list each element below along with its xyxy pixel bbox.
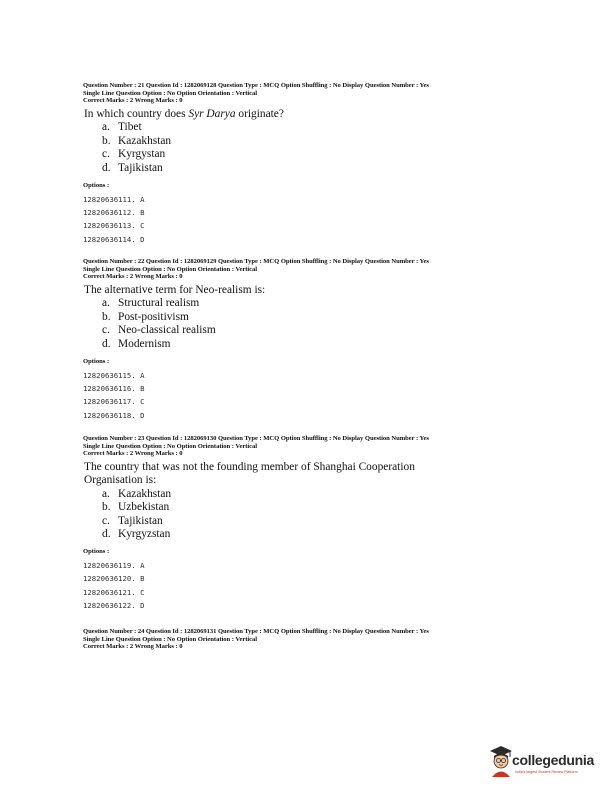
question-meta-line2: Single Line Question Option : No Option Orientation : Vertical bbox=[83, 442, 258, 450]
question-meta-line2: Single Line Question Option : No Option Orientation : Vertical bbox=[83, 265, 258, 273]
option-c: c. Kyrgystan bbox=[102, 148, 166, 161]
option-b: b. Uzbekistan bbox=[102, 501, 170, 514]
question-block-23 bbox=[83, 435, 523, 613]
question-text: The alternative term for Neo-realism is: bbox=[84, 283, 266, 296]
option-id: 12820636119. A bbox=[83, 560, 145, 570]
option-a: a. Kazakhstan bbox=[102, 487, 172, 500]
question-meta-line1: Question Number : 24 Question Id : 1282069131 Question Type : MCQ Option Shuffling : No Display Question Number : Yes bbox=[83, 628, 429, 635]
option-c: c. Tajikistan bbox=[102, 514, 163, 527]
option-id: 12820636111. A bbox=[83, 194, 145, 204]
option-list bbox=[83, 297, 523, 351]
logo-tagline: India's largest Student Review Platform bbox=[515, 770, 578, 774]
question-block-22 bbox=[83, 258, 523, 422]
question-text-emphasis: Syr Darya bbox=[188, 107, 236, 120]
options-heading: Options : bbox=[83, 547, 110, 555]
option-a: a. Tibet bbox=[102, 121, 142, 134]
student-mascot-icon bbox=[488, 744, 514, 778]
question-marks: Correct Marks : 2 Wrong Marks : 0 bbox=[83, 273, 183, 281]
option-id: 12820636116. B bbox=[83, 383, 145, 393]
option-id: 12820636118. D bbox=[83, 410, 145, 420]
option-list bbox=[83, 121, 523, 175]
question-block-24 bbox=[83, 628, 523, 651]
question-meta-line1: Question Number : 23 Question Id : 1282069130 Question Type : MCQ Option Shuffling : No Display Question Number : Yes bbox=[83, 435, 429, 442]
option-id-list bbox=[83, 369, 523, 423]
question-text: The country that was not the founding member of Shanghai Cooperation Organisation is: bbox=[84, 460, 415, 487]
question-marks: Correct Marks : 2 Wrong Marks : 0 bbox=[83, 450, 183, 458]
question-text: In which country does Syr Darya originate? bbox=[84, 107, 284, 120]
option-id: 12820636120. B bbox=[83, 574, 145, 584]
logo-wordmark: collegedunia bbox=[512, 752, 594, 768]
option-a: a. Structural realism bbox=[102, 297, 200, 310]
option-id: 12820636117. C bbox=[83, 397, 145, 407]
options-heading: Options : bbox=[83, 357, 110, 365]
option-id: 12820636113. C bbox=[83, 221, 145, 231]
question-marks: Correct Marks : 2 Wrong Marks : 0 bbox=[83, 97, 183, 105]
option-id-list bbox=[83, 193, 523, 247]
question-block-21 bbox=[83, 82, 523, 246]
collegedunia-logo bbox=[488, 744, 606, 784]
option-id: 12820636121. C bbox=[83, 587, 145, 597]
question-meta-line2: Single Line Question Option : No Option Orientation : Vertical bbox=[83, 89, 258, 97]
option-id: 12820636114. D bbox=[83, 234, 145, 244]
option-id: 12820636112. B bbox=[83, 207, 145, 217]
option-c: c. Neo-classical realism bbox=[102, 324, 216, 337]
option-d: d. Tajikistan bbox=[102, 161, 163, 174]
option-b: b. Post-positivism bbox=[102, 310, 189, 323]
option-id-list bbox=[83, 559, 523, 613]
question-meta-line1: Question Number : 21 Question Id : 1282069128 Question Type : MCQ Option Shuffling : No Display Question Number : Yes bbox=[83, 82, 429, 89]
question-meta-line2: Single Line Question Option : No Option Orientation : Vertical bbox=[83, 635, 258, 643]
option-list bbox=[83, 488, 523, 542]
options-heading: Options : bbox=[83, 181, 110, 189]
option-id: 12820636122. D bbox=[83, 601, 145, 611]
option-b: b. Kazakhstan bbox=[102, 134, 172, 147]
option-d: d. Modernism bbox=[102, 337, 171, 350]
option-d: d. Kyrgyzstan bbox=[102, 528, 171, 541]
question-meta-line1: Question Number : 22 Question Id : 1282069129 Question Type : MCQ Option Shuffling : No Display Question Number : Yes bbox=[83, 258, 429, 265]
option-id: 12820636115. A bbox=[83, 370, 145, 380]
question-marks: Correct Marks : 2 Wrong Marks : 0 bbox=[83, 643, 183, 651]
